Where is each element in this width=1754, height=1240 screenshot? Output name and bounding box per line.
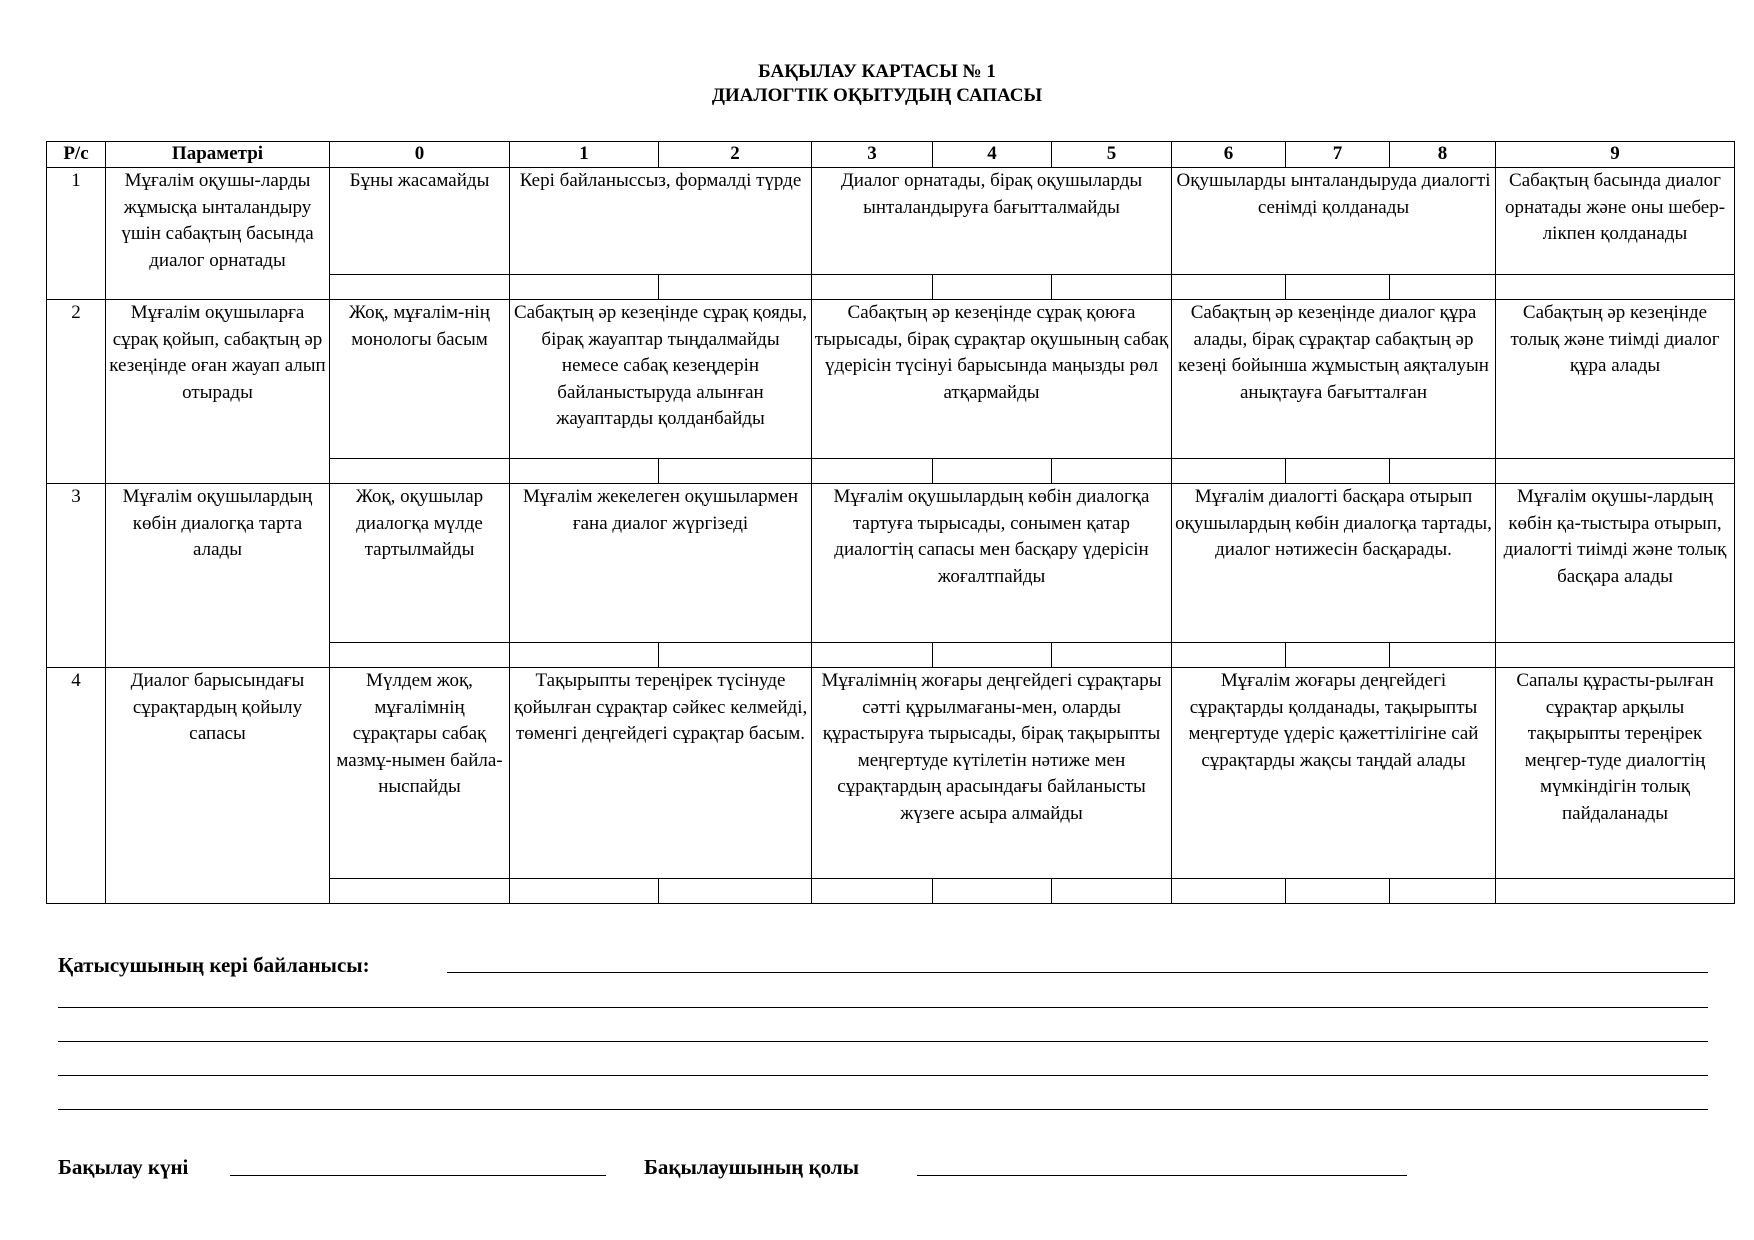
score-cell[interactable] xyxy=(1052,643,1172,668)
score-cell[interactable] xyxy=(1390,879,1496,904)
level-6-8-cell: Мұғалім жоғары деңгейдегі сұрақтарды қолданады, тақырыпты меңгертуде үдеріс қажеттілігіне сай сұрақтарды жақсы таңдай алады xyxy=(1172,668,1496,879)
level-3-5-cell: Мұғалім оқушылардың көбін диалогқа тартуға тырысады, сонымен қатар диалогтің сапасы мен басқару үдерісін жоғалтпайды xyxy=(812,484,1172,643)
level-9-cell: Мұғалім оқушы-лардың көбін қа-тыстыра отырып, диалогті тиімді және толық басқара алады xyxy=(1496,484,1735,643)
header-cell: 1 xyxy=(510,142,659,168)
table-row xyxy=(47,168,1735,275)
level-6-8-cell: Сабақтың әр кезеңінде диалог құра алады, бірақ сұрақтар сабақтың әр кезеңі бойынша жұмыстың аяқталуын анықтауға бағытталған xyxy=(1172,300,1496,459)
header-cell: 6 xyxy=(1172,142,1286,168)
score-cell[interactable] xyxy=(812,879,933,904)
feedback-line[interactable] xyxy=(58,1007,1708,1008)
row-number: 3 xyxy=(47,484,106,668)
score-cell[interactable] xyxy=(1390,643,1496,668)
score-cell[interactable] xyxy=(659,879,812,904)
score-cell[interactable] xyxy=(510,879,659,904)
level-6-8-cell: Оқушыларды ынталандыруда диалогті сенімді қолданады xyxy=(1172,168,1496,275)
score-cell[interactable] xyxy=(1286,275,1390,300)
level-9-cell: Сабақтың әр кезеңінде толық және тиімді диалог құра алады xyxy=(1496,300,1735,459)
score-cell[interactable] xyxy=(330,275,510,300)
score-cell[interactable] xyxy=(659,643,812,668)
level-0-cell: Жоқ, оқушылар диалогқа мүлде тартылмайды xyxy=(330,484,510,643)
score-cell[interactable] xyxy=(1172,459,1286,484)
signature-field[interactable] xyxy=(917,1175,1407,1176)
table-header-row xyxy=(47,142,1735,168)
table-row xyxy=(47,484,1735,643)
feedback-line[interactable] xyxy=(58,1109,1708,1110)
header-cell: Параметрі xyxy=(106,142,330,168)
score-cell[interactable] xyxy=(330,879,510,904)
row-number: 2 xyxy=(47,300,106,484)
table-row xyxy=(47,668,1735,879)
level-3-5-cell: Мұғалімнің жоғары деңгейдегі сұрақтары сәтті құрылмағаны-мен, оларды құрастыруға тырысады, бірақ тақырыпты меңгертуде күтілетін нәтиже мен сұрақтардың арасындағы байланысты жүзеге асыра алмайды xyxy=(812,668,1172,879)
score-cell[interactable] xyxy=(1052,879,1172,904)
date-label: Бақылау күні xyxy=(58,1155,189,1179)
level-0-cell: Бұны жасамайды xyxy=(330,168,510,275)
level-0-cell: Жоқ, мұғалім-нің монологы басым xyxy=(330,300,510,459)
score-cell[interactable] xyxy=(510,275,659,300)
level-6-8-cell: Мұғалім диалогті басқара отырып оқушылардың көбін диалогқа тартады, диалог нәтижесін басқарады. xyxy=(1172,484,1496,643)
feedback-line[interactable] xyxy=(58,1075,1708,1076)
score-cell[interactable] xyxy=(659,275,812,300)
score-cell[interactable] xyxy=(1286,459,1390,484)
score-cell[interactable] xyxy=(659,459,812,484)
score-cell[interactable] xyxy=(1496,879,1735,904)
feedback-line[interactable] xyxy=(447,972,1708,973)
document-title: БАҚЫЛАУ КАРТАСЫ № 1 xyxy=(758,61,996,82)
score-cell[interactable] xyxy=(1172,275,1286,300)
header-cell: 7 xyxy=(1286,142,1390,168)
header-cell: 8 xyxy=(1390,142,1496,168)
score-cell[interactable] xyxy=(1172,643,1286,668)
feedback-line[interactable] xyxy=(58,1041,1708,1042)
score-cell[interactable] xyxy=(1390,275,1496,300)
score-cell[interactable] xyxy=(510,643,659,668)
header-cell: 0 xyxy=(330,142,510,168)
row-number: 4 xyxy=(47,668,106,904)
score-cell[interactable] xyxy=(1496,275,1735,300)
score-cell[interactable] xyxy=(330,459,510,484)
parameter-cell: Мұғалім оқушыларға сұрақ қойып, сабақтың әр кезеңінде оған жауап алып отырады xyxy=(106,300,330,484)
table-row xyxy=(47,300,1735,459)
header-cell: Р/с xyxy=(47,142,106,168)
level-1-2-cell: Мұғалім жекелеген оқушылармен ғана диалог жүргізеді xyxy=(510,484,812,643)
header-cell: 5 xyxy=(1052,142,1172,168)
score-cell[interactable] xyxy=(1496,459,1735,484)
parameter-cell: Диалог барысындағы сұрақтардың қойылу сапасы xyxy=(106,668,330,904)
score-cell[interactable] xyxy=(1390,459,1496,484)
header-cell: 9 xyxy=(1496,142,1735,168)
signature-label: Бақылаушының қолы xyxy=(644,1155,860,1179)
date-field[interactable] xyxy=(230,1175,606,1176)
score-cell[interactable] xyxy=(933,643,1052,668)
header-cell: 4 xyxy=(933,142,1052,168)
score-cell[interactable] xyxy=(812,459,933,484)
control-card-table xyxy=(46,141,1735,904)
row-number: 1 xyxy=(47,168,106,300)
parameter-cell: Мұғалім оқушылардың көбін диалогқа тарта алады xyxy=(106,484,330,668)
score-cell[interactable] xyxy=(812,275,933,300)
level-1-2-cell: Тақырыпты тереңірек түсінуде қойылған сұрақтар сәйкес келмейді, төменгі деңгейдегі сұрақтар басым. xyxy=(510,668,812,879)
score-cell[interactable] xyxy=(1286,879,1390,904)
score-cell[interactable] xyxy=(1052,275,1172,300)
level-3-5-cell: Сабақтың әр кезеңінде сұрақ қоюға тырысады, бірақ сұрақтар оқушының сабақ үдерісін түсінуі барысында маңызды рөл атқармайды xyxy=(812,300,1172,459)
score-cell[interactable] xyxy=(812,643,933,668)
level-9-cell: Сапалы құрасты-рылған сұрақтар арқылы тақырыпты тереңірек меңгер-туде диалогтің мүмкіндігін толық пайдаланады xyxy=(1496,668,1735,879)
header-cell: 2 xyxy=(659,142,812,168)
score-cell[interactable] xyxy=(1286,643,1390,668)
level-9-cell: Сабақтың басында диалог орнатады және оны шебер-лікпен қолданады xyxy=(1496,168,1735,275)
score-cell[interactable] xyxy=(330,643,510,668)
score-cell[interactable] xyxy=(933,459,1052,484)
level-1-2-cell: Кері байланыссыз, формалді түрде xyxy=(510,168,812,275)
score-cell[interactable] xyxy=(1052,459,1172,484)
score-cell[interactable] xyxy=(510,459,659,484)
level-1-2-cell: Сабақтың әр кезеңінде сұрақ қояды, бірақ жауаптар тыңдалмайды немесе сабақ кезеңдерін байланыстыруда алынған жауаптарды қолданбайды xyxy=(510,300,812,459)
parameter-cell: Мұғалім оқушы-ларды жұмысқа ынталандыру үшін сабақтың басында диалог орнатады xyxy=(106,168,330,300)
level-3-5-cell: Диалог орнатады, бірақ оқушыларды ынталандыруға бағытталмайды xyxy=(812,168,1172,275)
score-cell[interactable] xyxy=(933,275,1052,300)
score-cell[interactable] xyxy=(933,879,1052,904)
level-0-cell: Мүлдем жоқ, мұғалімнің сұрақтары сабақ мазмұ-нымен байла-ныспайды xyxy=(330,668,510,879)
score-cell[interactable] xyxy=(1172,879,1286,904)
header-cell: 3 xyxy=(812,142,933,168)
score-cell[interactable] xyxy=(1496,643,1735,668)
document-subtitle: ДИАЛОГТІК ОҚЫТУДЫҢ САПАСЫ xyxy=(711,85,1043,106)
feedback-label: Қатысушының кері байланысы: xyxy=(58,953,370,977)
